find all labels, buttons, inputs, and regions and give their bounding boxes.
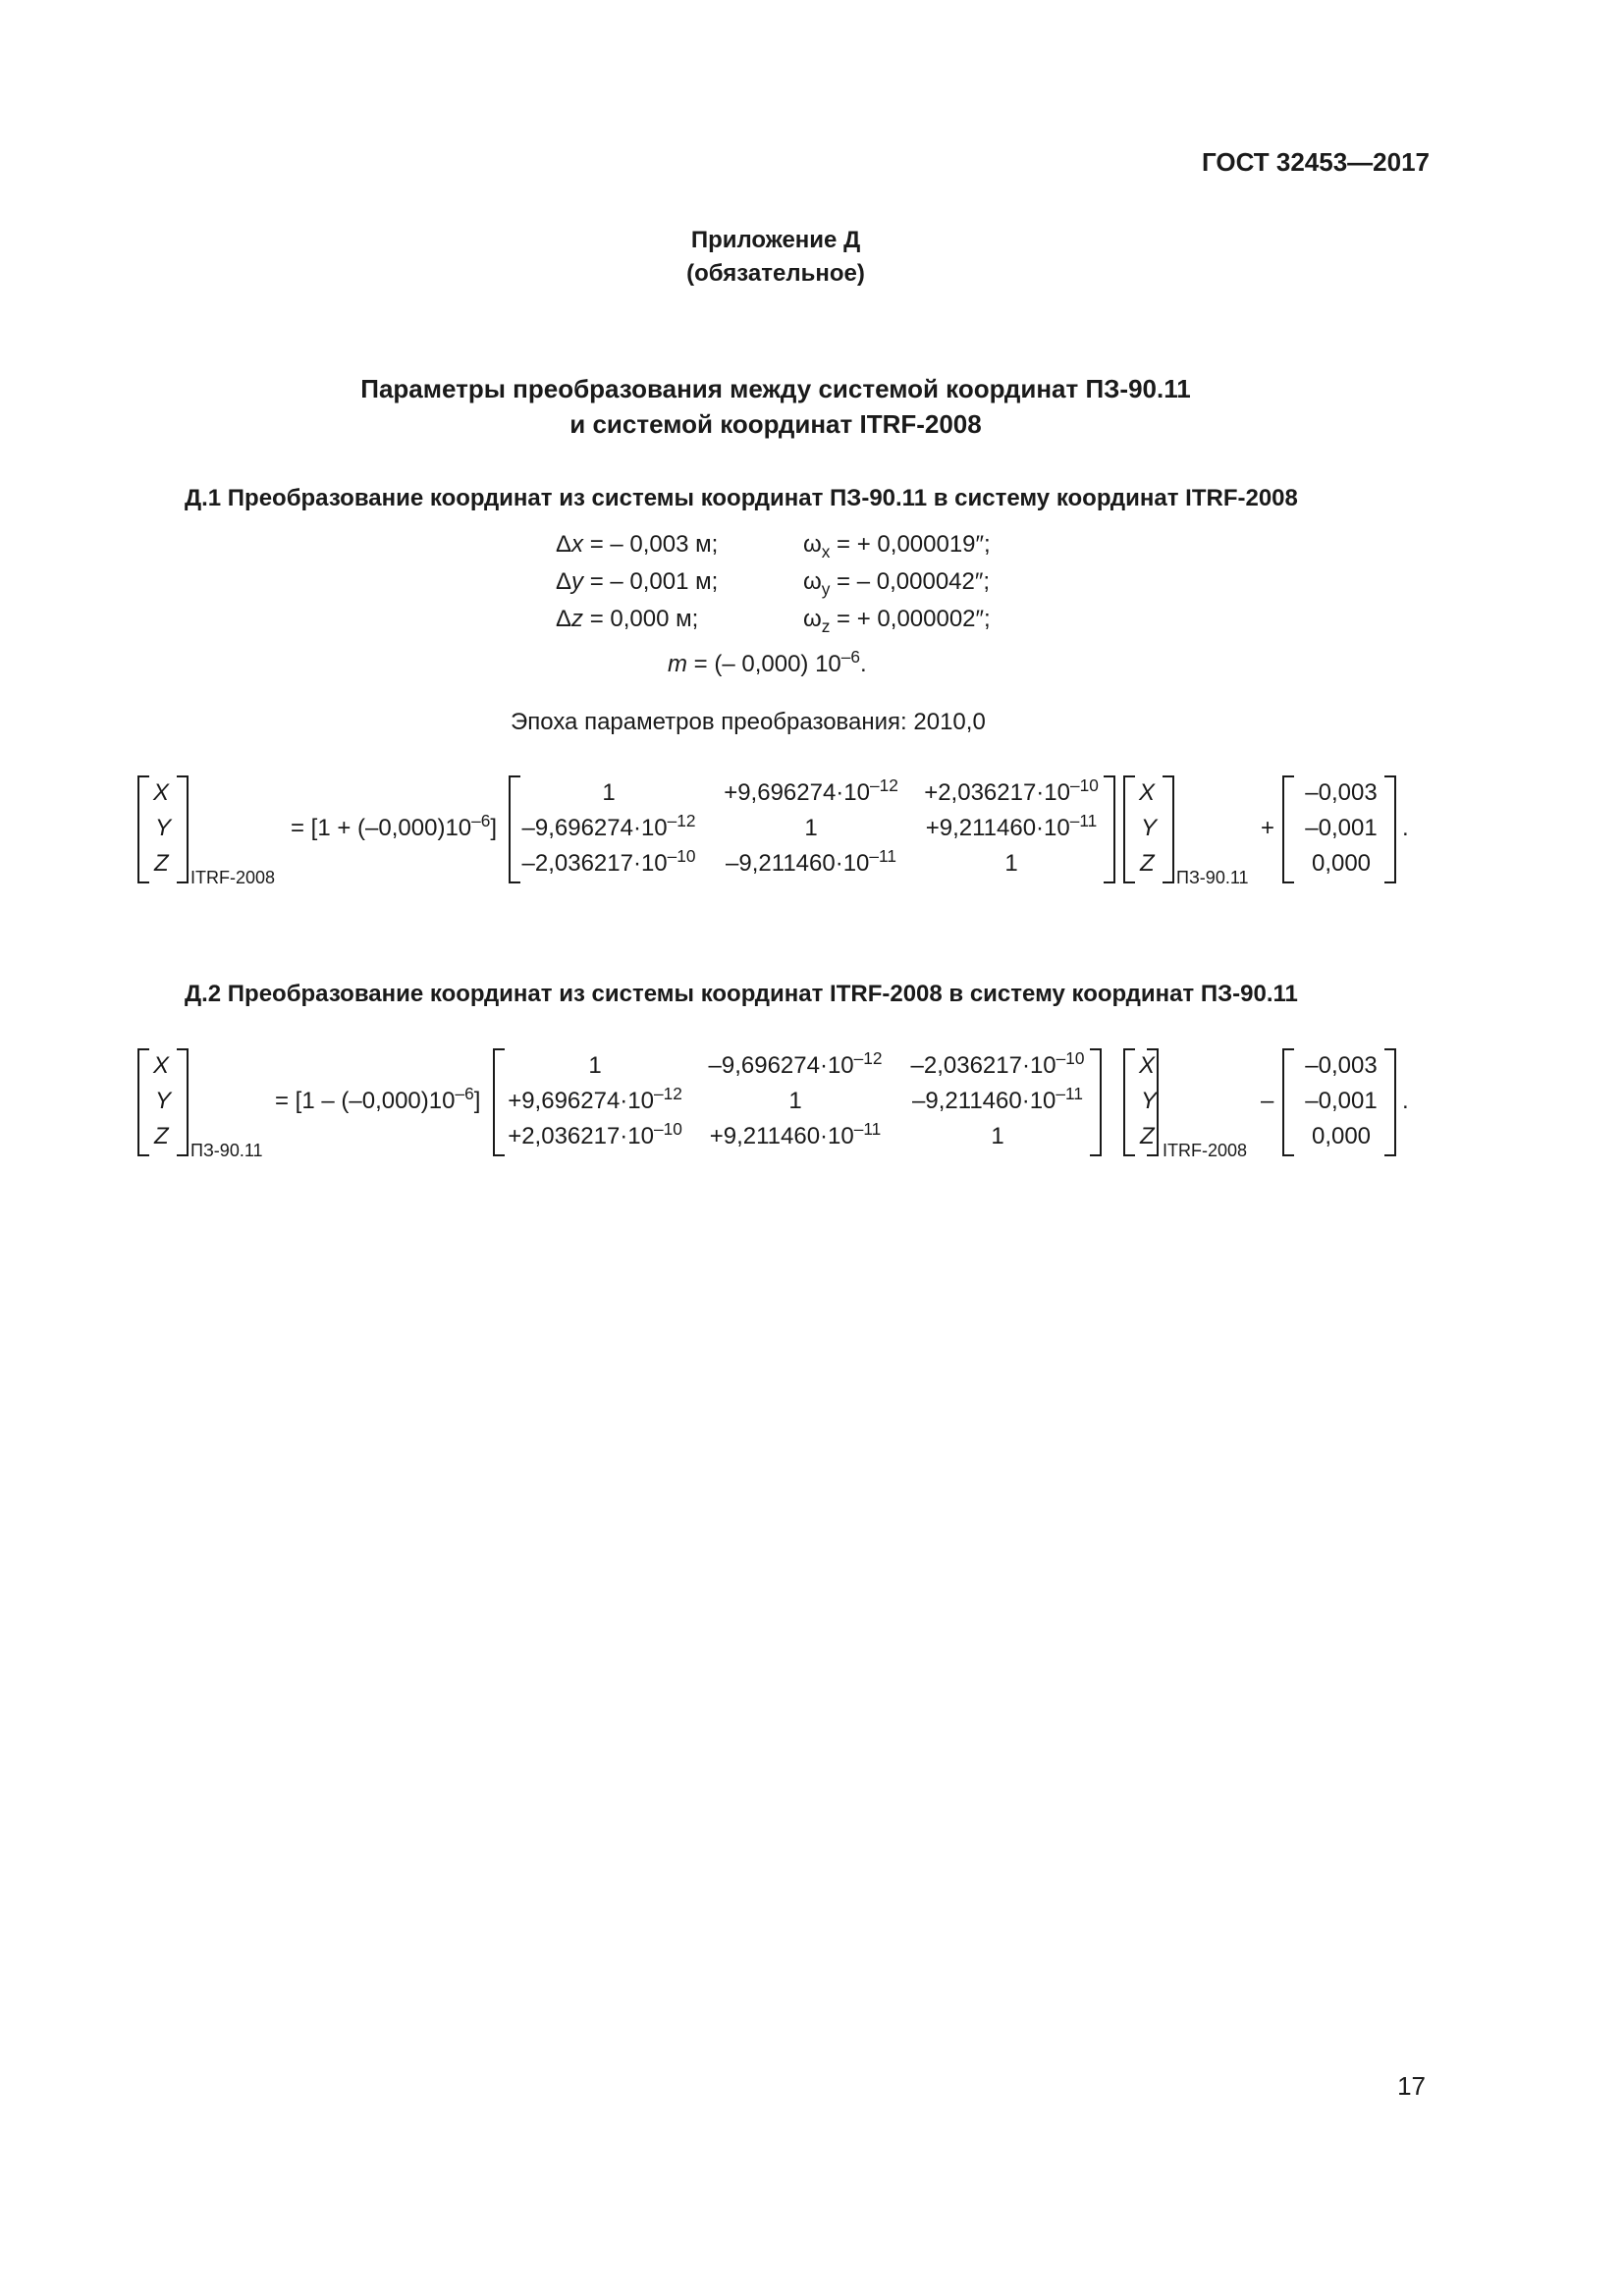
matrix-cell: $+9,211460\cdot 10^{-11}$ (709, 1119, 882, 1149)
vector-subscript: ПЗ-90.11 (190, 1141, 263, 1160)
scale-factor: = $[1 + (-0,000)10^{-6}]$ (291, 811, 498, 841)
epoch-text: Эпоха параметров преобразования: 2010,0 (511, 709, 986, 735)
right-bracket (177, 775, 189, 883)
vector-z: Z (1140, 850, 1155, 877)
vector-y: Y (155, 1088, 172, 1114)
right-bracket (1384, 775, 1396, 883)
right-bracket (1147, 1048, 1159, 1156)
document-title-line1: Параметры преобразования между системой координат ПЗ-90.11 (360, 374, 1191, 403)
left-bracket (137, 1048, 149, 1156)
left-bracket (1123, 1048, 1135, 1156)
matrix-cell: $-9,211460\cdot 10^{-11}$ (726, 846, 896, 877)
appendix-title: Приложение Д (690, 227, 861, 253)
matrix-cell: 1 (602, 779, 616, 806)
operator: – (1261, 1088, 1274, 1114)
shift-value: 0,000 (1311, 850, 1372, 877)
shift-value: 0,000 (1311, 1123, 1372, 1149)
matrix-cell: $+9,211460\cdot 10^{-11}$ (925, 811, 1098, 841)
matrix-cell: 1 (991, 1123, 1004, 1149)
matrix-cell: $+9,696274\cdot 10^{-12}$ (724, 775, 898, 806)
page-number: 17 (1397, 2071, 1426, 2101)
shift-value: –0,001 (1305, 815, 1378, 841)
matrix-cell: $-9,696274\cdot 10^{-12}$ (521, 811, 696, 841)
right-bracket (1384, 1048, 1396, 1156)
param-m: m = (– 0,000) $10^{-6}$. (668, 647, 867, 677)
matrix-cell: $-9,696274\cdot 10^{-12}$ (708, 1048, 883, 1079)
matrix-cell: 1 (588, 1052, 602, 1079)
vector-subscript: ITRF-2008 (190, 868, 276, 887)
left-bracket (137, 775, 149, 883)
vector-x: X (1139, 779, 1156, 806)
section1-heading: Д.1 Преобразование координат из системы координат ПЗ-90.11 в систему координат ITRF-2008 (185, 485, 1298, 511)
vector-y: Y (1141, 1088, 1158, 1114)
matrix-left-bracket (509, 775, 520, 883)
param-wy: $\omega_y$ = – 0,000042″; (803, 568, 991, 599)
equation-end: . (1402, 815, 1409, 841)
shift-value: –0,003 (1305, 1052, 1378, 1079)
param-dx: Δx = – 0,003 м; (556, 531, 719, 558)
shift-value: –0,003 (1305, 779, 1378, 806)
document-title-line2: и системой координат ITRF-2008 (569, 409, 982, 439)
matrix-cell: $+9,696274\cdot 10^{-12}$ (508, 1084, 682, 1114)
vector-z: Z (154, 850, 169, 877)
standard-number: ГОСТ 32453—2017 (1202, 147, 1430, 177)
vector-x: X (153, 779, 170, 806)
matrix-cell: 1 (788, 1088, 802, 1114)
left-bracket (1123, 775, 1135, 883)
matrix-cell: $+2,036217\cdot 10^{-10}$ (508, 1119, 682, 1149)
shift-value: –0,001 (1305, 1088, 1378, 1114)
matrix-cell: 1 (1004, 850, 1018, 877)
vector-subscript: ПЗ-90.11 (1176, 868, 1249, 887)
equation-itrf-to-pz (0, 1048, 1624, 1166)
vector-z: Z (154, 1123, 169, 1149)
param-wx: $\omega_x$ = + 0,000019″; (803, 531, 991, 561)
vector-x: X (1139, 1052, 1156, 1079)
matrix-cell: $-2,036217\cdot 10^{-10}$ (910, 1048, 1085, 1079)
operator: + (1261, 815, 1275, 841)
vector-z: Z (1140, 1123, 1155, 1149)
equation-pz-to-itrf (0, 775, 1624, 893)
param-wz: $\omega_z$ = + 0,000002″; (803, 606, 991, 636)
matrix-right-bracket (1104, 775, 1115, 883)
equation-end: . (1402, 1088, 1409, 1114)
vector-y: Y (1141, 815, 1158, 841)
right-bracket (177, 1048, 189, 1156)
param-dy: Δy = – 0,001 м; (556, 568, 719, 595)
matrix-cell: 1 (804, 815, 818, 841)
section2-heading: Д.2 Преобразование координат из системы координат ITRF-2008 в систему координат ПЗ-90.11 (185, 981, 1298, 1007)
vector-subscript: ITRF-2008 (1163, 1141, 1248, 1160)
vector-y: Y (155, 815, 172, 841)
matrix-right-bracket (1090, 1048, 1102, 1156)
matrix-cell: $-9,211460\cdot 10^{-11}$ (912, 1084, 1083, 1114)
param-dz: Δz = 0,000 м; (556, 606, 699, 632)
vector-x: X (153, 1052, 170, 1079)
right-bracket (1163, 775, 1174, 883)
matrix-cell: $+2,036217\cdot 10^{-10}$ (924, 775, 1099, 806)
appendix-status: (обязательное) (686, 260, 865, 287)
matrix-cell: $-2,036217\cdot 10^{-10}$ (521, 846, 696, 877)
scale-factor: = $[1 - (-0,000)10^{-6}]$ (275, 1084, 481, 1114)
